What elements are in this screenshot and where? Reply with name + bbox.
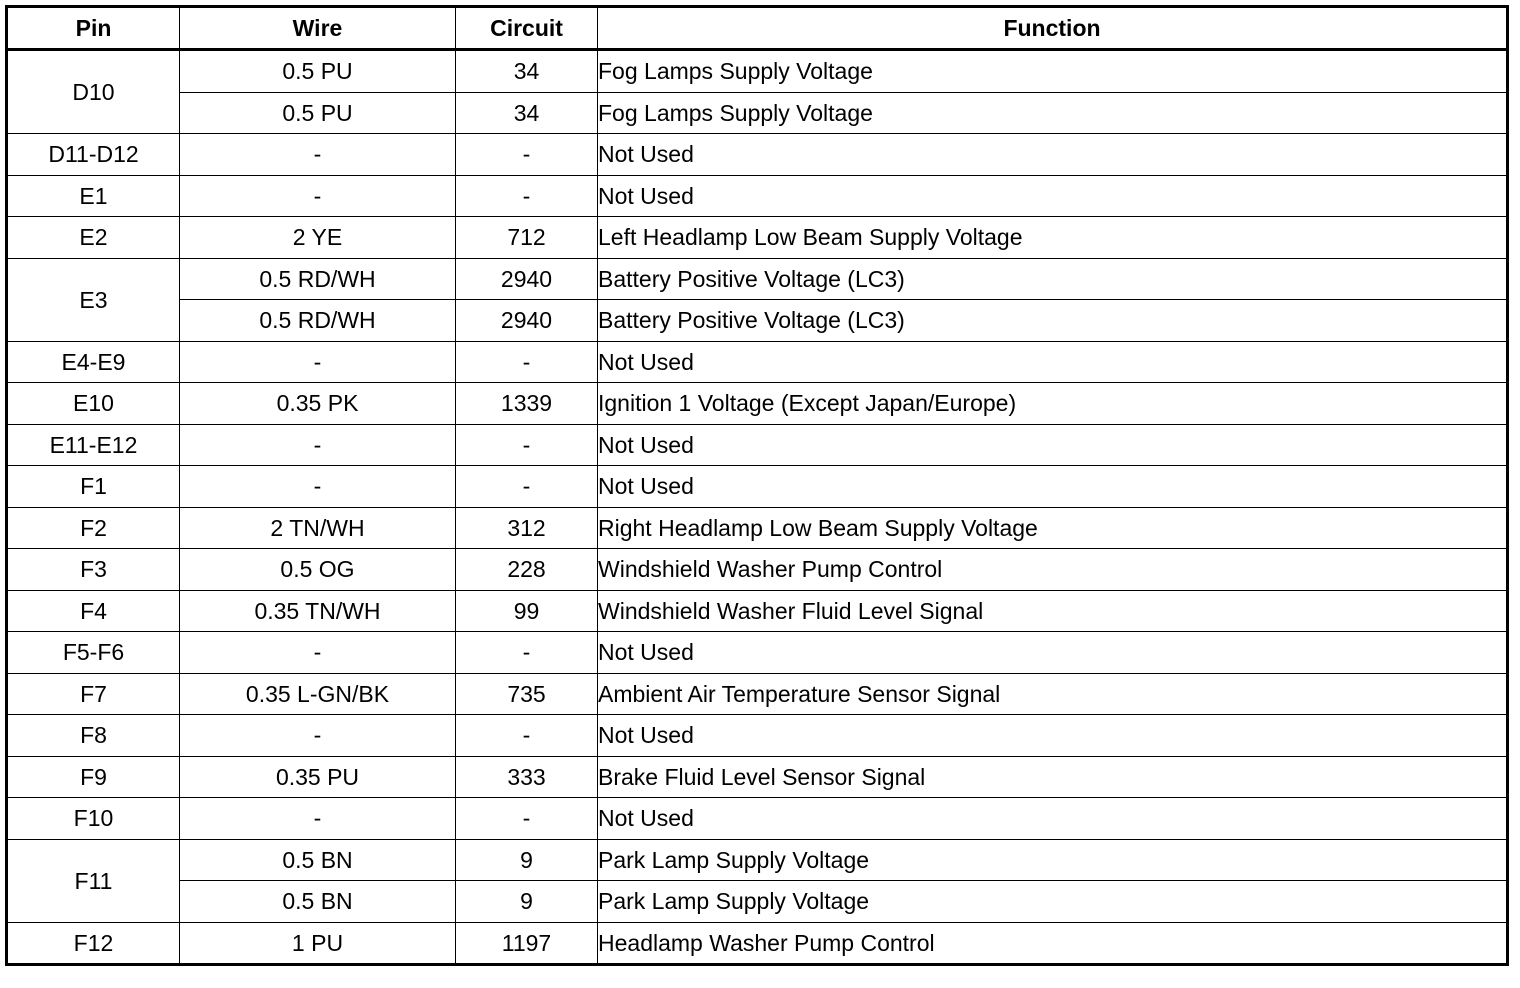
header-circuit: Circuit (456, 7, 598, 50)
table-row (7, 92, 1508, 134)
wire-cell: 2 YE (180, 217, 456, 259)
table-row (7, 50, 1508, 93)
circuit-cell: 9 (456, 881, 598, 923)
function-cell: Ambient Air Temperature Sensor Signal (598, 673, 1508, 715)
pin-cell: E4-E9 (7, 341, 180, 383)
pin-cell: F10 (7, 798, 180, 840)
table-row (7, 424, 1508, 466)
pin-cell: F4 (7, 590, 180, 632)
wire-cell: 0.5 PU (180, 50, 456, 93)
function-cell: Windshield Washer Pump Control (598, 549, 1508, 591)
table-row (7, 300, 1508, 342)
circuit-cell: - (456, 134, 598, 176)
table-row (7, 175, 1508, 217)
pin-cell: F5-F6 (7, 632, 180, 674)
connector-pinout-table-wrapper (5, 5, 1506, 966)
circuit-cell: - (456, 175, 598, 217)
circuit-cell: 712 (456, 217, 598, 259)
wire-cell: 1 PU (180, 922, 456, 965)
table-row (7, 549, 1508, 591)
header-wire: Wire (180, 7, 456, 50)
wire-cell: 0.5 PU (180, 92, 456, 134)
circuit-cell: - (456, 798, 598, 840)
table-row (7, 673, 1508, 715)
function-cell: Battery Positive Voltage (LC3) (598, 258, 1508, 300)
wire-cell: - (180, 798, 456, 840)
circuit-cell: - (456, 341, 598, 383)
circuit-cell: 228 (456, 549, 598, 591)
table-row (7, 632, 1508, 674)
wire-cell: - (180, 341, 456, 383)
function-cell: Ignition 1 Voltage (Except Japan/Europe) (598, 383, 1508, 425)
header-row (7, 7, 1508, 50)
table-row (7, 881, 1508, 923)
table-row (7, 756, 1508, 798)
table-row (7, 507, 1508, 549)
circuit-cell: - (456, 424, 598, 466)
function-cell: Fog Lamps Supply Voltage (598, 92, 1508, 134)
table-body (7, 50, 1508, 965)
circuit-cell: 34 (456, 92, 598, 134)
function-cell: Park Lamp Supply Voltage (598, 881, 1508, 923)
function-cell: Left Headlamp Low Beam Supply Voltage (598, 217, 1508, 259)
pin-cell: F11 (7, 839, 180, 922)
pin-cell: F3 (7, 549, 180, 591)
circuit-cell: 1197 (456, 922, 598, 965)
pin-cell: D11-D12 (7, 134, 180, 176)
table-row (7, 798, 1508, 840)
function-cell: Not Used (598, 424, 1508, 466)
wire-cell: 0.5 RD/WH (180, 300, 456, 342)
wire-cell: - (180, 175, 456, 217)
connector-pinout-table (5, 5, 1509, 966)
circuit-cell: 333 (456, 756, 598, 798)
wire-cell: 0.35 L-GN/BK (180, 673, 456, 715)
pin-cell: E11-E12 (7, 424, 180, 466)
pin-cell: E3 (7, 258, 180, 341)
table-row (7, 258, 1508, 300)
wire-cell: 0.5 OG (180, 549, 456, 591)
pin-cell: F8 (7, 715, 180, 757)
function-cell: Not Used (598, 715, 1508, 757)
circuit-cell: 2940 (456, 300, 598, 342)
function-cell: Battery Positive Voltage (LC3) (598, 300, 1508, 342)
wire-cell: 0.5 BN (180, 881, 456, 923)
pin-cell: F9 (7, 756, 180, 798)
wire-cell: - (180, 424, 456, 466)
wire-cell: 2 TN/WH (180, 507, 456, 549)
wire-cell: 0.5 BN (180, 839, 456, 881)
table-row (7, 922, 1508, 965)
function-cell: Brake Fluid Level Sensor Signal (598, 756, 1508, 798)
pin-cell: F7 (7, 673, 180, 715)
wire-cell: - (180, 632, 456, 674)
table-header (7, 7, 1508, 50)
pin-cell: E2 (7, 217, 180, 259)
function-cell: Right Headlamp Low Beam Supply Voltage (598, 507, 1508, 549)
circuit-cell: 312 (456, 507, 598, 549)
wire-cell: - (180, 134, 456, 176)
table-row (7, 134, 1508, 176)
header-function: Function (598, 7, 1508, 50)
function-cell: Windshield Washer Fluid Level Signal (598, 590, 1508, 632)
header-pin: Pin (7, 7, 180, 50)
table-row (7, 383, 1508, 425)
circuit-cell: 99 (456, 590, 598, 632)
function-cell: Fog Lamps Supply Voltage (598, 50, 1508, 93)
function-cell: Headlamp Washer Pump Control (598, 922, 1508, 965)
function-cell: Not Used (598, 341, 1508, 383)
table-row (7, 217, 1508, 259)
table-row (7, 590, 1508, 632)
function-cell: Not Used (598, 632, 1508, 674)
wire-cell: 0.35 TN/WH (180, 590, 456, 632)
table-row (7, 466, 1508, 508)
function-cell: Not Used (598, 466, 1508, 508)
circuit-cell: 735 (456, 673, 598, 715)
function-cell: Park Lamp Supply Voltage (598, 839, 1508, 881)
pin-cell: F1 (7, 466, 180, 508)
pin-cell: F12 (7, 922, 180, 965)
function-cell: Not Used (598, 134, 1508, 176)
table-row (7, 839, 1508, 881)
wire-cell: 0.35 PU (180, 756, 456, 798)
pin-cell: E10 (7, 383, 180, 425)
circuit-cell: 9 (456, 839, 598, 881)
pin-cell: E1 (7, 175, 180, 217)
circuit-cell: 2940 (456, 258, 598, 300)
function-cell: Not Used (598, 175, 1508, 217)
function-cell: Not Used (598, 798, 1508, 840)
table-row (7, 715, 1508, 757)
wire-cell: 0.35 PK (180, 383, 456, 425)
circuit-cell: - (456, 632, 598, 674)
circuit-cell: - (456, 466, 598, 508)
wire-cell: 0.5 RD/WH (180, 258, 456, 300)
circuit-cell: - (456, 715, 598, 757)
circuit-cell: 1339 (456, 383, 598, 425)
pin-cell: D10 (7, 50, 180, 134)
wire-cell: - (180, 715, 456, 757)
wire-cell: - (180, 466, 456, 508)
pin-cell: F2 (7, 507, 180, 549)
circuit-cell: 34 (456, 50, 598, 93)
table-row (7, 341, 1508, 383)
